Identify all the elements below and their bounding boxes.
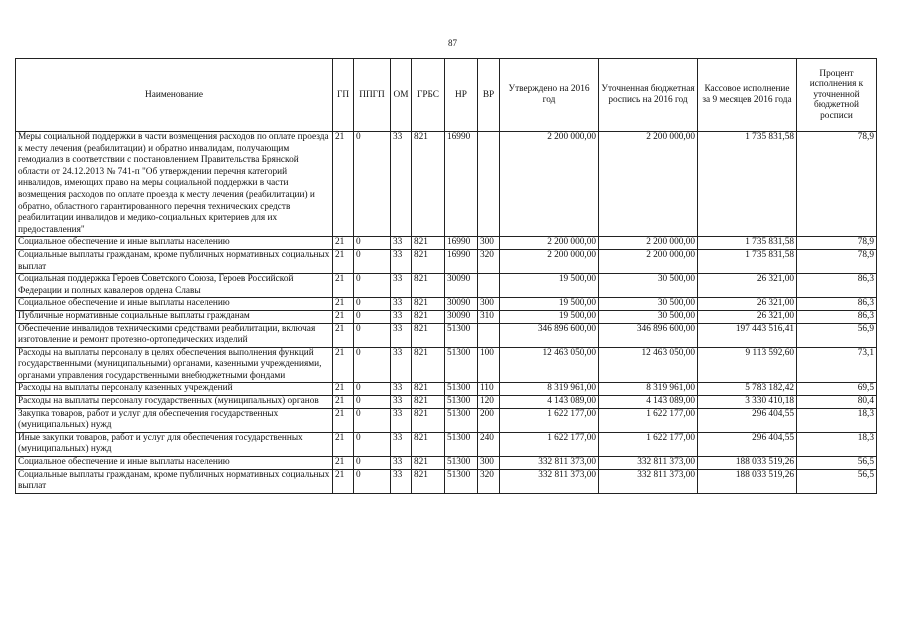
cell-np: 16990 xyxy=(445,132,478,237)
cell-gp: 21 xyxy=(333,457,354,470)
cell-vr xyxy=(478,132,500,237)
cell-approved: 2 200 000,00 xyxy=(500,237,599,250)
cell-gp: 21 xyxy=(333,469,354,493)
cell-om: 33 xyxy=(391,383,412,396)
cell-cash: 1 735 831,58 xyxy=(698,237,797,250)
cell-np: 51300 xyxy=(445,396,478,409)
cell-revised: 1 622 177,00 xyxy=(599,432,698,456)
cell-percent: 69,5 xyxy=(797,383,877,396)
col-header-name: Наименование xyxy=(16,59,333,132)
cell-cash: 296 404,55 xyxy=(698,408,797,432)
cell-name: Социальные выплаты гражданам, кроме публичных нормативных социальных выплат xyxy=(16,249,333,273)
cell-om: 33 xyxy=(391,132,412,237)
cell-np: 51300 xyxy=(445,432,478,456)
cell-revised: 30 500,00 xyxy=(599,310,698,323)
cell-grbs: 821 xyxy=(412,298,445,311)
cell-name: Социальное обеспечение и иные выплаты населению xyxy=(16,298,333,311)
cell-percent: 78,9 xyxy=(797,132,877,237)
cell-grbs: 821 xyxy=(412,132,445,237)
budget-table xyxy=(15,58,877,494)
cell-vr: 320 xyxy=(478,469,500,493)
cell-vr: 110 xyxy=(478,383,500,396)
cell-np: 30090 xyxy=(445,310,478,323)
cell-percent: 18,3 xyxy=(797,432,877,456)
cell-percent: 18,3 xyxy=(797,408,877,432)
cell-gp: 21 xyxy=(333,237,354,250)
cell-om: 33 xyxy=(391,310,412,323)
col-header-np: НР xyxy=(445,59,478,132)
cell-gp: 21 xyxy=(333,347,354,383)
cell-ppgp: 0 xyxy=(354,237,391,250)
cell-cash: 1 735 831,58 xyxy=(698,132,797,237)
cell-cash: 9 113 592,60 xyxy=(698,347,797,383)
cell-np: 51300 xyxy=(445,408,478,432)
cell-revised: 8 319 961,00 xyxy=(599,383,698,396)
cell-approved: 346 896 600,00 xyxy=(500,323,599,347)
cell-om: 33 xyxy=(391,323,412,347)
cell-name: Социальные выплаты гражданам, кроме публичных нормативных социальных выплат xyxy=(16,469,333,493)
cell-revised: 332 811 373,00 xyxy=(599,457,698,470)
cell-approved: 332 811 373,00 xyxy=(500,457,599,470)
cell-om: 33 xyxy=(391,298,412,311)
table-row xyxy=(16,383,877,396)
cell-grbs: 821 xyxy=(412,408,445,432)
cell-grbs: 821 xyxy=(412,432,445,456)
table-row xyxy=(16,432,877,456)
cell-name: Иные закупки товаров, работ и услуг для обеспечения государственных (муниципальных) нужд xyxy=(16,432,333,456)
cell-np: 16990 xyxy=(445,237,478,250)
cell-om: 33 xyxy=(391,396,412,409)
cell-grbs: 821 xyxy=(412,457,445,470)
cell-om: 33 xyxy=(391,347,412,383)
cell-grbs: 821 xyxy=(412,274,445,298)
cell-om: 33 xyxy=(391,237,412,250)
cell-grbs: 821 xyxy=(412,237,445,250)
cell-gp: 21 xyxy=(333,396,354,409)
cell-revised: 2 200 000,00 xyxy=(599,237,698,250)
cell-ppgp: 0 xyxy=(354,383,391,396)
table-header-row xyxy=(16,59,877,132)
cell-np: 51300 xyxy=(445,469,478,493)
cell-approved: 1 622 177,00 xyxy=(500,432,599,456)
cell-vr: 320 xyxy=(478,249,500,273)
cell-gp: 21 xyxy=(333,298,354,311)
cell-revised: 346 896 600,00 xyxy=(599,323,698,347)
cell-cash: 188 033 519,26 xyxy=(698,469,797,493)
cell-np: 30090 xyxy=(445,274,478,298)
cell-gp: 21 xyxy=(333,132,354,237)
cell-name: Социальное обеспечение и иные выплаты населению xyxy=(16,457,333,470)
cell-np: 51300 xyxy=(445,347,478,383)
cell-vr: 200 xyxy=(478,408,500,432)
cell-cash: 26 321,00 xyxy=(698,310,797,323)
cell-grbs: 821 xyxy=(412,396,445,409)
cell-revised: 30 500,00 xyxy=(599,274,698,298)
col-header-om: ОМ xyxy=(391,59,412,132)
cell-gp: 21 xyxy=(333,432,354,456)
cell-approved: 2 200 000,00 xyxy=(500,249,599,273)
table-row xyxy=(16,457,877,470)
cell-vr: 300 xyxy=(478,237,500,250)
cell-om: 33 xyxy=(391,457,412,470)
table-row xyxy=(16,347,877,383)
cell-name: Расходы на выплаты персоналу в целях обеспечения выполнения функций государственными (муниципальными) органами, казенными учреждениями, органами управления государственными внебюджетными фондами xyxy=(16,347,333,383)
cell-name: Социальное обеспечение и иные выплаты населению xyxy=(16,237,333,250)
cell-grbs: 821 xyxy=(412,469,445,493)
cell-grbs: 821 xyxy=(412,323,445,347)
cell-ppgp: 0 xyxy=(354,396,391,409)
cell-ppgp: 0 xyxy=(354,469,391,493)
cell-vr: 120 xyxy=(478,396,500,409)
cell-approved: 12 463 050,00 xyxy=(500,347,599,383)
cell-percent: 56,9 xyxy=(797,323,877,347)
cell-approved: 19 500,00 xyxy=(500,298,599,311)
cell-revised: 332 811 373,00 xyxy=(599,469,698,493)
cell-approved: 19 500,00 xyxy=(500,274,599,298)
cell-gp: 21 xyxy=(333,310,354,323)
cell-ppgp: 0 xyxy=(354,432,391,456)
cell-revised: 30 500,00 xyxy=(599,298,698,311)
cell-name: Социальная поддержка Героев Советского Союза, Героев Российской Федерации и полных кавалеров ордена Славы xyxy=(16,274,333,298)
cell-ppgp: 0 xyxy=(354,298,391,311)
cell-grbs: 821 xyxy=(412,347,445,383)
cell-approved: 332 811 373,00 xyxy=(500,469,599,493)
col-header-vr: ВР xyxy=(478,59,500,132)
cell-name: Расходы на выплаты персоналу государственных (муниципальных) органов xyxy=(16,396,333,409)
cell-om: 33 xyxy=(391,274,412,298)
table-row xyxy=(16,396,877,409)
cell-percent: 56,5 xyxy=(797,457,877,470)
col-header-percent: Процент исполнения к уточненной бюджетной росписи xyxy=(797,59,877,132)
cell-ppgp: 0 xyxy=(354,310,391,323)
cell-percent: 86,3 xyxy=(797,274,877,298)
cell-om: 33 xyxy=(391,408,412,432)
cell-cash: 296 404,55 xyxy=(698,432,797,456)
cell-name: Меры социальной поддержки в части возмещения расходов по оплате проезда к месту лечения (реабилитации) и обратно инвалидам, получающим гемодиализ в соответствии с постановлением Правительства Брянской области от 24.12.2013 № 741-п "Об утверждении перечня категорий инвалидов, имеющих право на меры социальной поддержки в части возмещения расходов по оплате проезда к месту лечения (реабилитации) и обратно, областного гарантированного перечня технических средств реабилитации инвалидов и медико-социальных критериев для их предоставления" xyxy=(16,132,333,237)
cell-vr xyxy=(478,323,500,347)
col-header-approved: Утверждено на 2016 год xyxy=(500,59,599,132)
col-header-cash: Кассовое исполнение за 9 месяцев 2016 года xyxy=(698,59,797,132)
table-row xyxy=(16,408,877,432)
cell-gp: 21 xyxy=(333,408,354,432)
cell-np: 51300 xyxy=(445,457,478,470)
table-row xyxy=(16,249,877,273)
cell-vr: 310 xyxy=(478,310,500,323)
cell-vr: 100 xyxy=(478,347,500,383)
cell-np: 51300 xyxy=(445,383,478,396)
cell-gp: 21 xyxy=(333,274,354,298)
table-row xyxy=(16,469,877,493)
cell-ppgp: 0 xyxy=(354,274,391,298)
cell-name: Публичные нормативные социальные выплаты гражданам xyxy=(16,310,333,323)
cell-gp: 21 xyxy=(333,323,354,347)
col-header-revised: Уточненная бюджетная роспись на 2016 год xyxy=(599,59,698,132)
cell-om: 33 xyxy=(391,432,412,456)
cell-percent: 86,3 xyxy=(797,298,877,311)
cell-gp: 21 xyxy=(333,383,354,396)
cell-percent: 86,3 xyxy=(797,310,877,323)
cell-cash: 3 330 410,18 xyxy=(698,396,797,409)
cell-ppgp: 0 xyxy=(354,347,391,383)
table-row xyxy=(16,132,877,237)
cell-np: 30090 xyxy=(445,298,478,311)
cell-revised: 2 200 000,00 xyxy=(599,132,698,237)
cell-np: 16990 xyxy=(445,249,478,273)
cell-vr: 300 xyxy=(478,298,500,311)
cell-cash: 188 033 519,26 xyxy=(698,457,797,470)
cell-approved: 1 622 177,00 xyxy=(500,408,599,432)
cell-om: 33 xyxy=(391,469,412,493)
cell-revised: 12 463 050,00 xyxy=(599,347,698,383)
cell-approved: 4 143 089,00 xyxy=(500,396,599,409)
cell-approved: 2 200 000,00 xyxy=(500,132,599,237)
cell-revised: 2 200 000,00 xyxy=(599,249,698,273)
cell-cash: 26 321,00 xyxy=(698,274,797,298)
col-header-gp: ГП xyxy=(333,59,354,132)
cell-approved: 8 319 961,00 xyxy=(500,383,599,396)
cell-cash: 1 735 831,58 xyxy=(698,249,797,273)
cell-grbs: 821 xyxy=(412,249,445,273)
cell-gp: 21 xyxy=(333,249,354,273)
cell-ppgp: 0 xyxy=(354,132,391,237)
cell-om: 33 xyxy=(391,249,412,273)
col-header-grbs: ГРБС xyxy=(412,59,445,132)
cell-ppgp: 0 xyxy=(354,249,391,273)
cell-percent: 78,9 xyxy=(797,249,877,273)
table-row xyxy=(16,274,877,298)
cell-percent: 78,9 xyxy=(797,237,877,250)
cell-ppgp: 0 xyxy=(354,408,391,432)
cell-name: Обеспечение инвалидов техническими средствами реабилитации, включая изготовление и ремонт протезно-ортопедических изделий xyxy=(16,323,333,347)
cell-ppgp: 0 xyxy=(354,457,391,470)
table-row xyxy=(16,298,877,311)
cell-grbs: 821 xyxy=(412,310,445,323)
cell-approved: 19 500,00 xyxy=(500,310,599,323)
cell-percent: 56,5 xyxy=(797,469,877,493)
table-row xyxy=(16,323,877,347)
cell-revised: 4 143 089,00 xyxy=(599,396,698,409)
cell-name: Расходы на выплаты персоналу казенных учреждений xyxy=(16,383,333,396)
cell-cash: 197 443 516,41 xyxy=(698,323,797,347)
cell-np: 51300 xyxy=(445,323,478,347)
table-row xyxy=(16,310,877,323)
cell-vr xyxy=(478,274,500,298)
cell-cash: 5 783 182,42 xyxy=(698,383,797,396)
cell-revised: 1 622 177,00 xyxy=(599,408,698,432)
cell-grbs: 821 xyxy=(412,383,445,396)
cell-percent: 73,1 xyxy=(797,347,877,383)
page-number: 87 xyxy=(448,38,457,48)
col-header-ppgp: ППГП xyxy=(354,59,391,132)
cell-cash: 26 321,00 xyxy=(698,298,797,311)
cell-percent: 80,4 xyxy=(797,396,877,409)
cell-vr: 300 xyxy=(478,457,500,470)
cell-ppgp: 0 xyxy=(354,323,391,347)
cell-name: Закупка товаров, работ и услуг для обеспечения государственных (муниципальных) нужд xyxy=(16,408,333,432)
cell-vr: 240 xyxy=(478,432,500,456)
table-row xyxy=(16,237,877,250)
